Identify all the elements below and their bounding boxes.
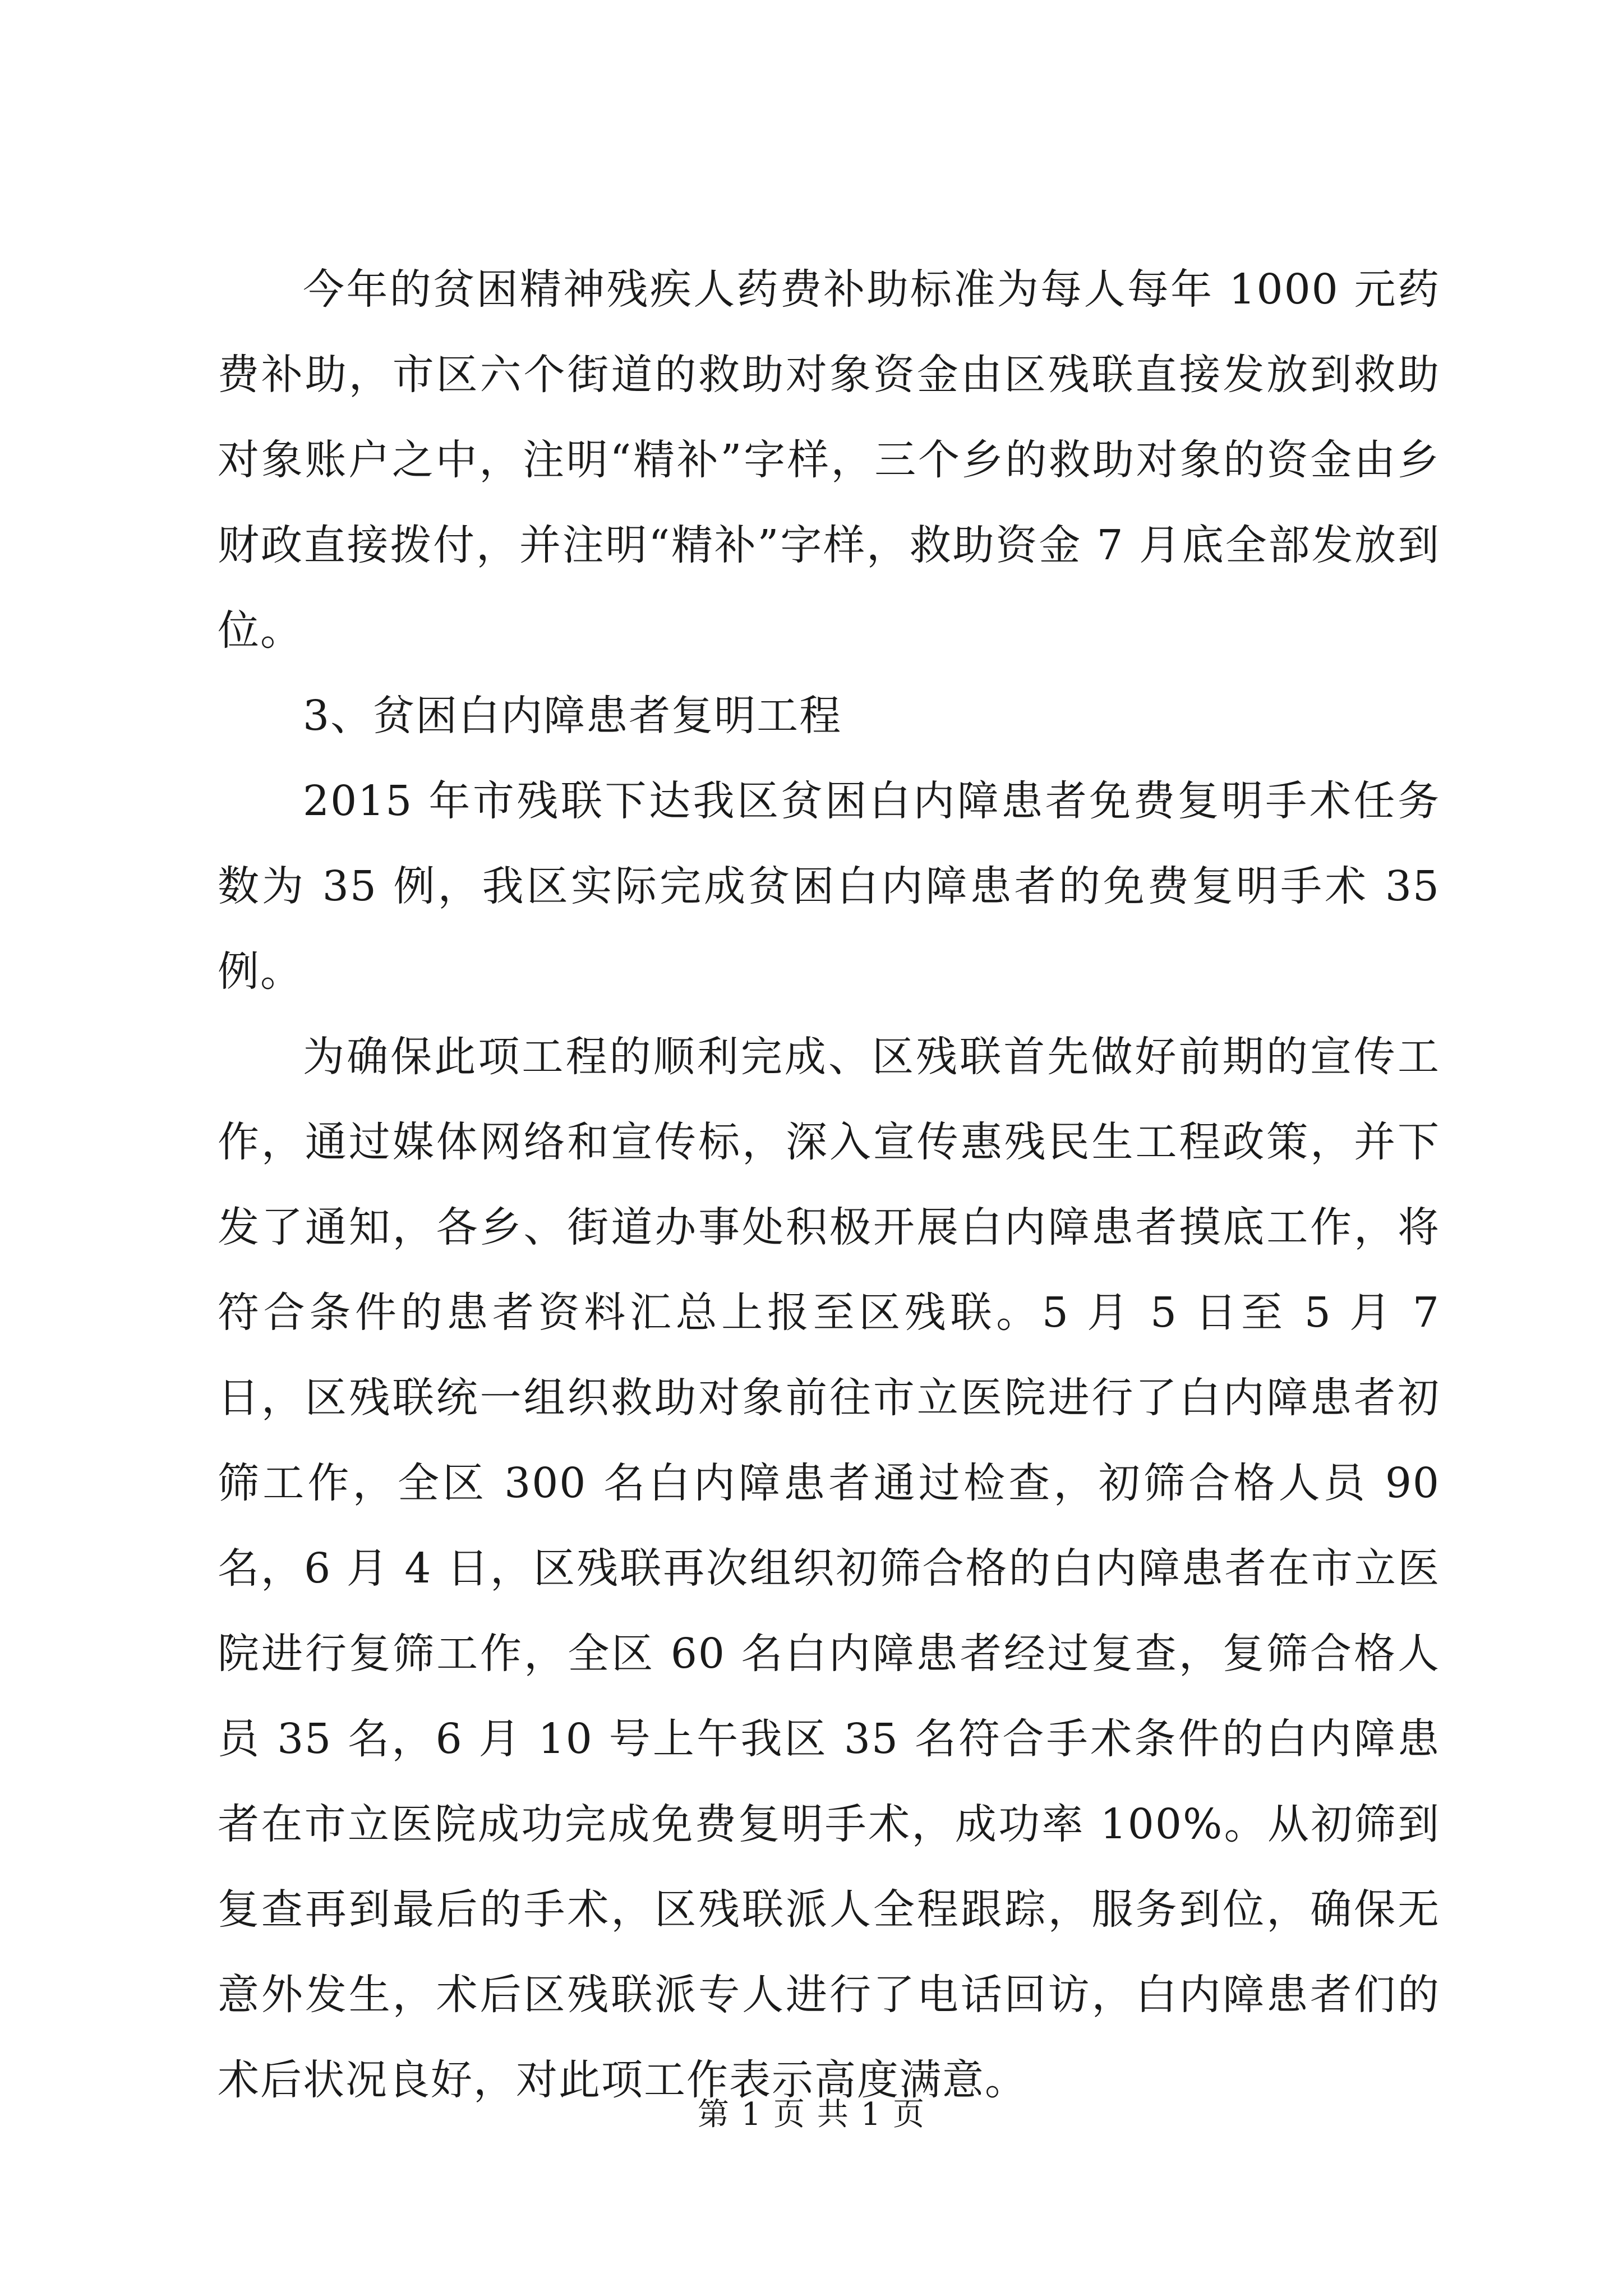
page-footer: 第 1 页 共 1 页 bbox=[697, 2096, 926, 2133]
document-body bbox=[218, 247, 1440, 2123]
paragraph-surgery-task: 2015 年市残联下达我区贫困白内障患者免费复明手术任务数为 35 例，我区实际完成贫困白内障患者的免费复明手术 35 例。 bbox=[218, 777, 1440, 996]
paragraph-project-process: 为确保此项工程的顺利完成、区残联首先做好前期的宣传工作，通过媒体网络和宣传标，深入宣传惠残民生工程政策，并下发了通知，各乡、街道办事处积极开展白内障患者摸底工作，将符合条件的患者资料汇总上报至区残联。5 月 5 日至 5 月 7 日，区残联统一组织救助对象前往市立医院进行了白内障患者初筛工作，全区 300 名白内障患者通过检查，初筛合格人员 90 名，6 月 4 日，区残联再次组织初筛合格的白内障患者在市立医院进行复筛工作，全区 60 名白内障患者经过复查，复筛合格人员 35 名，6 月 10 号上午我区 35 名符合手术条件的白内障患者在市立医院成功完成免费复明手术，成功率 100%。从初筛到复查再到最后的手术，区残联派人全程跟踪，服务到位，确保无意外发生，术后区残联派专人进行了电话回访，白内障患者们的术后状况良好，对此项工作表示高度满意。 bbox=[218, 1033, 1440, 2104]
paragraph-medicine-subsidy: 今年的贫困精神残疾人药费补助标准为每人每年 1000 元药费补助，市区六个街道的救助对象资金由区残联直接发放到救助对象账户之中，注明“精补”字样，三个乡的救助对象的资金由乡财政直接拨付，并注明“精补”字样，救助资金 7 月底全部发放到位。 bbox=[218, 265, 1440, 655]
section-heading-cataract-project: 3、贫困白内障患者复明工程 bbox=[303, 692, 842, 740]
